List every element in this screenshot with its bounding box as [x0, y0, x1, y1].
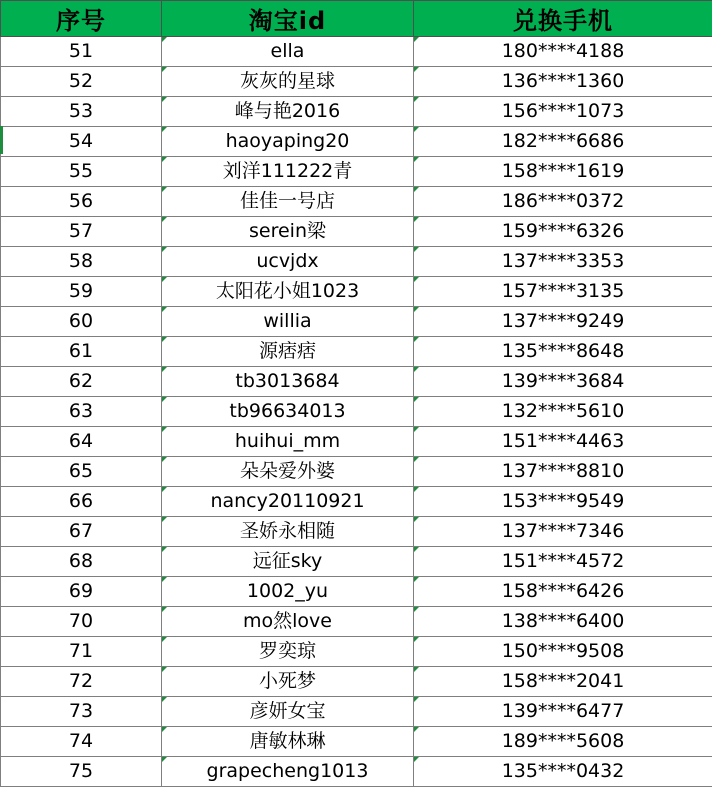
- table-row: [1, 247, 712, 277]
- seq-cell[interactable]: 57: [1, 217, 162, 247]
- phone-cell[interactable]: 135****8648: [414, 337, 712, 367]
- table-row: [1, 367, 712, 397]
- table-row: [1, 97, 712, 127]
- seq-cell[interactable]: 58: [1, 247, 162, 277]
- taobao-id-cell[interactable]: 远征sky: [162, 547, 414, 577]
- phone-cell[interactable]: 180****4188: [414, 37, 712, 67]
- table-row: [1, 547, 712, 577]
- phone-cell[interactable]: 137****7346: [414, 517, 712, 547]
- header-phone[interactable]: 兑换手机: [414, 1, 712, 37]
- taobao-id-cell[interactable]: serein梁: [162, 217, 414, 247]
- phone-cell[interactable]: 151****4572: [414, 547, 712, 577]
- taobao-id-cell[interactable]: huihui_mm: [162, 427, 414, 457]
- taobao-id-cell[interactable]: 唐敏林琳: [162, 727, 414, 757]
- seq-cell[interactable]: 51: [1, 37, 162, 67]
- seq-cell[interactable]: 62: [1, 367, 162, 397]
- phone-cell[interactable]: 182****6686: [414, 127, 712, 157]
- phone-cell[interactable]: 137****8810: [414, 457, 712, 487]
- table-row: [1, 727, 712, 757]
- taobao-id-cell[interactable]: 罗奕琼: [162, 637, 414, 667]
- phone-cell[interactable]: 138****6400: [414, 607, 712, 637]
- seq-cell[interactable]: 71: [1, 637, 162, 667]
- header-row: [1, 1, 712, 37]
- seq-cell[interactable]: 72: [1, 667, 162, 697]
- phone-cell[interactable]: 139****3684: [414, 367, 712, 397]
- seq-cell[interactable]: 74: [1, 727, 162, 757]
- table-body: [1, 37, 712, 787]
- table-row: [1, 427, 712, 457]
- taobao-id-cell[interactable]: 灰灰的星球: [162, 67, 414, 97]
- seq-cell[interactable]: 66: [1, 487, 162, 517]
- table-row: [1, 67, 712, 97]
- table-row: [1, 517, 712, 547]
- table-row: [1, 277, 712, 307]
- table-row: [1, 397, 712, 427]
- taobao-id-cell[interactable]: 圣娇永相随: [162, 517, 414, 547]
- table-row: [1, 127, 712, 157]
- seq-cell[interactable]: 56: [1, 187, 162, 217]
- phone-cell[interactable]: 158****1619: [414, 157, 712, 187]
- phone-cell[interactable]: 189****5608: [414, 727, 712, 757]
- taobao-id-cell[interactable]: 佳佳一号店: [162, 187, 414, 217]
- taobao-id-cell[interactable]: ucvjdx: [162, 247, 414, 277]
- seq-cell[interactable]: 69: [1, 577, 162, 607]
- seq-cell[interactable]: 63: [1, 397, 162, 427]
- seq-cell[interactable]: 65: [1, 457, 162, 487]
- seq-cell[interactable]: 68: [1, 547, 162, 577]
- phone-cell[interactable]: 132****5610: [414, 397, 712, 427]
- row-selection-marker: [0, 126, 3, 154]
- phone-cell[interactable]: 159****6326: [414, 217, 712, 247]
- table-row: [1, 667, 712, 697]
- seq-cell[interactable]: 55: [1, 157, 162, 187]
- taobao-id-cell[interactable]: 刘洋111222青: [162, 157, 414, 187]
- seq-cell[interactable]: 67: [1, 517, 162, 547]
- taobao-id-cell[interactable]: mo然love: [162, 607, 414, 637]
- taobao-id-cell[interactable]: willia: [162, 307, 414, 337]
- phone-cell[interactable]: 156****1073: [414, 97, 712, 127]
- header-seq[interactable]: 序号: [1, 1, 162, 37]
- taobao-id-cell[interactable]: 源痞痞: [162, 337, 414, 367]
- table-row: [1, 487, 712, 517]
- taobao-id-cell[interactable]: 峰与艳2016: [162, 97, 414, 127]
- seq-cell[interactable]: 60: [1, 307, 162, 337]
- seq-cell[interactable]: 61: [1, 337, 162, 367]
- phone-cell[interactable]: 137****3353: [414, 247, 712, 277]
- seq-cell[interactable]: 70: [1, 607, 162, 637]
- table-row: [1, 217, 712, 247]
- table-row: [1, 697, 712, 727]
- table-row: [1, 187, 712, 217]
- phone-cell[interactable]: 157****3135: [414, 277, 712, 307]
- phone-cell[interactable]: 153****9549: [414, 487, 712, 517]
- header-taobao-id[interactable]: 淘宝id: [162, 1, 414, 37]
- table-row: [1, 457, 712, 487]
- taobao-id-cell[interactable]: tb96634013: [162, 397, 414, 427]
- phone-cell[interactable]: 158****6426: [414, 577, 712, 607]
- taobao-id-cell[interactable]: 太阳花小姐1023: [162, 277, 414, 307]
- taobao-id-cell[interactable]: nancy20110921: [162, 487, 414, 517]
- phone-cell[interactable]: 137****9249: [414, 307, 712, 337]
- table-row: [1, 337, 712, 367]
- table-row: [1, 577, 712, 607]
- phone-cell[interactable]: 136****1360: [414, 67, 712, 97]
- taobao-id-cell[interactable]: 彦妍女宝: [162, 697, 414, 727]
- phone-cell[interactable]: 135****0432: [414, 757, 712, 787]
- seq-cell[interactable]: 64: [1, 427, 162, 457]
- table-row: [1, 307, 712, 337]
- table-row: [1, 637, 712, 667]
- table-row: [1, 37, 712, 67]
- taobao-id-cell[interactable]: haoyaping20: [162, 127, 414, 157]
- phone-cell[interactable]: 151****4463: [414, 427, 712, 457]
- taobao-id-cell[interactable]: 朵朵爱外婆: [162, 457, 414, 487]
- seq-cell[interactable]: 75: [1, 757, 162, 787]
- phone-cell[interactable]: 139****6477: [414, 697, 712, 727]
- taobao-id-cell[interactable]: grapecheng1013: [162, 757, 414, 787]
- table-row: [1, 757, 712, 787]
- taobao-id-cell[interactable]: ella: [162, 37, 414, 67]
- phone-cell[interactable]: 150****9508: [414, 637, 712, 667]
- seq-cell[interactable]: 59: [1, 277, 162, 307]
- phone-cell[interactable]: 186****0372: [414, 187, 712, 217]
- taobao-id-cell[interactable]: tb3013684: [162, 367, 414, 397]
- taobao-id-cell[interactable]: 小死梦: [162, 667, 414, 697]
- phone-cell[interactable]: 158****2041: [414, 667, 712, 697]
- table-row: [1, 157, 712, 187]
- seq-cell[interactable]: 52: [1, 67, 162, 97]
- table-row: [1, 607, 712, 637]
- seq-cell[interactable]: 54: [1, 127, 162, 157]
- seq-cell[interactable]: 53: [1, 97, 162, 127]
- taobao-id-cell[interactable]: 1002_yu: [162, 577, 414, 607]
- seq-cell[interactable]: 73: [1, 697, 162, 727]
